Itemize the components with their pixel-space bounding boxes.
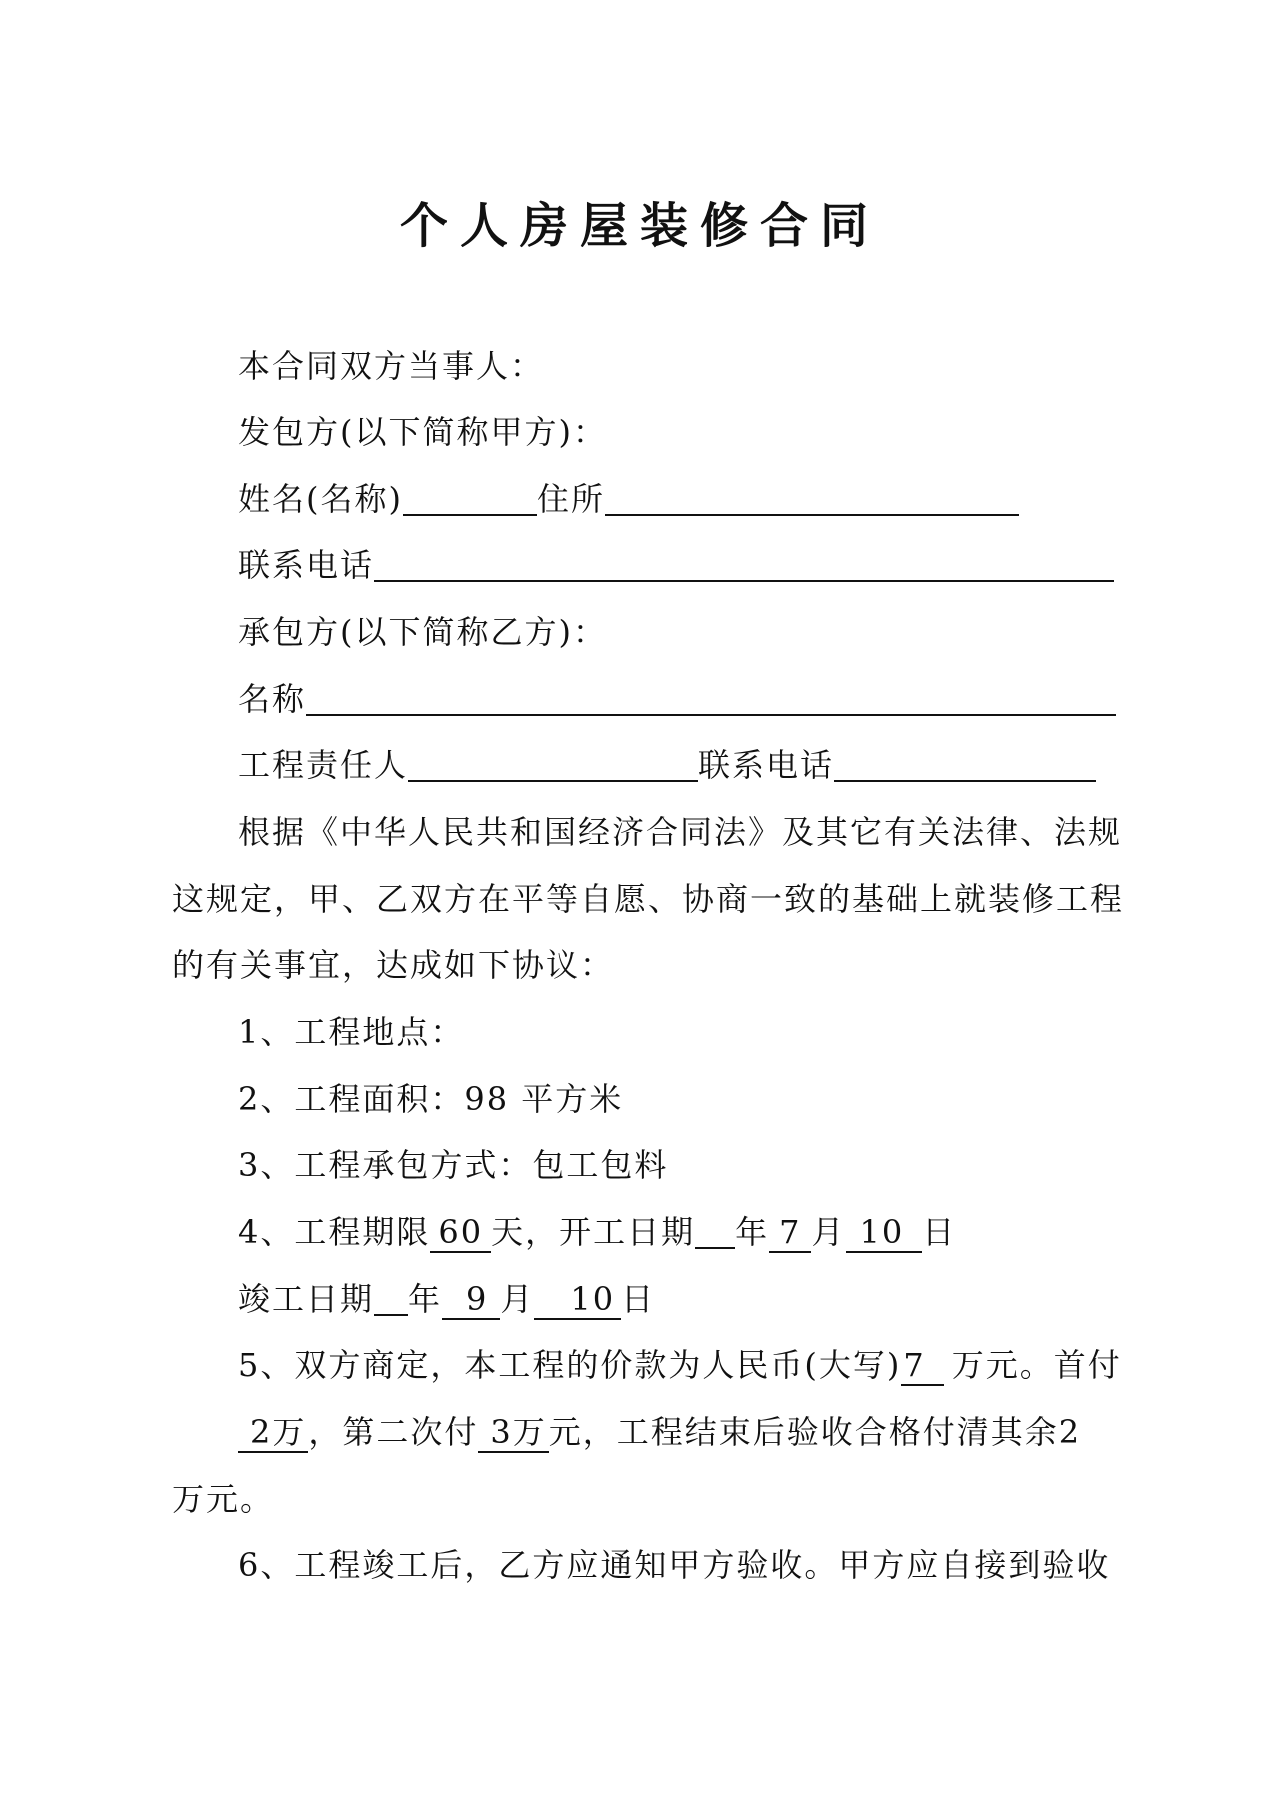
- responsible-label: 工程责任人: [238, 746, 409, 784]
- end-month-label: 月: [500, 1280, 535, 1318]
- remaining-payment-text: 元，工程结束后验收合格付清其余2: [548, 1413, 1082, 1451]
- clause-5-row-1: [238, 1343, 1122, 1387]
- responsible-row: [238, 743, 1096, 787]
- responsible-field[interactable]: [408, 746, 698, 782]
- end-day-label: 日: [621, 1280, 656, 1318]
- end-year-field[interactable]: [374, 1280, 408, 1316]
- start-day: 10: [846, 1213, 923, 1253]
- party-a-header: 发包方(以下简称甲方)：: [238, 413, 607, 451]
- party-a-name-label: 姓名(名称): [238, 480, 403, 518]
- clause-4-row-2: [238, 1277, 655, 1321]
- responsible-phone-label: 联系电话: [698, 746, 835, 784]
- preamble-line-1: 根据《中华人民共和国经济合同法》及其它有关法律、法规: [238, 813, 1123, 851]
- party-b-name-field[interactable]: [306, 680, 1116, 716]
- party-a-name-row: [238, 477, 1019, 521]
- second-payment-text: ，第二次付: [308, 1413, 479, 1451]
- start-month-label: 月: [811, 1213, 846, 1251]
- clause-2: 2、工程面积：98 平方米: [238, 1080, 624, 1118]
- party-a-name-field[interactable]: [403, 480, 537, 516]
- clause-6: 6、工程竣工后，乙方应通知甲方验收。甲方应自接到验收: [238, 1546, 1111, 1584]
- parties-intro: 本合同双方当事人：: [238, 347, 545, 385]
- total-amount: 7: [901, 1346, 943, 1386]
- party-b-name-label: 名称: [238, 680, 307, 718]
- clause-4-row-1: [238, 1210, 956, 1254]
- party-a-phone-label: 联系电话: [238, 546, 375, 584]
- party-a-phone-field[interactable]: [374, 546, 1114, 582]
- second-payment: 3万: [478, 1413, 548, 1453]
- clause-4-days-suffix: 天，开工日期: [491, 1213, 696, 1251]
- responsible-phone-field[interactable]: [834, 746, 1096, 782]
- end-date-prefix: 竣工日期: [238, 1280, 375, 1318]
- party-a-address-label: 住所: [536, 480, 605, 518]
- start-year-field[interactable]: [695, 1213, 735, 1249]
- start-year-label: 年: [735, 1213, 770, 1251]
- duration-days: 60: [430, 1213, 491, 1253]
- clause-4-prefix: 4、工程期限: [238, 1213, 431, 1251]
- party-a-phone-row: [238, 543, 1114, 587]
- clause-5-row-2: [238, 1410, 1081, 1454]
- start-month: 7: [769, 1213, 811, 1253]
- clause-5-row-3: 万元。: [172, 1480, 275, 1518]
- page-title: 个人房屋装修合同: [399, 198, 880, 254]
- clause-5-prefix: 5、双方商定，本工程的价款为人民币(大写): [238, 1346, 902, 1384]
- first-payment: 2万: [238, 1413, 308, 1453]
- end-day: 10: [534, 1280, 621, 1320]
- clause-1: 1、工程地点：: [238, 1013, 465, 1051]
- party-b-name-row: [238, 677, 1116, 721]
- end-month: 9: [442, 1280, 500, 1320]
- preamble-line-2: 这规定，甲、乙双方在平等自愿、协商一致的基础上就装修工程: [172, 880, 1125, 918]
- preamble-line-3: 的有关事宜，达成如下协议：: [172, 946, 615, 984]
- start-day-label: 日: [922, 1213, 957, 1251]
- party-a-address-field[interactable]: [605, 480, 1019, 516]
- clause-3: 3、工程承包方式：包工包料: [238, 1146, 669, 1184]
- clause-5-amount-suffix: 万元。首付: [951, 1346, 1122, 1384]
- end-year-label: 年: [408, 1280, 443, 1318]
- party-b-header: 承包方(以下简称乙方)：: [238, 613, 607, 651]
